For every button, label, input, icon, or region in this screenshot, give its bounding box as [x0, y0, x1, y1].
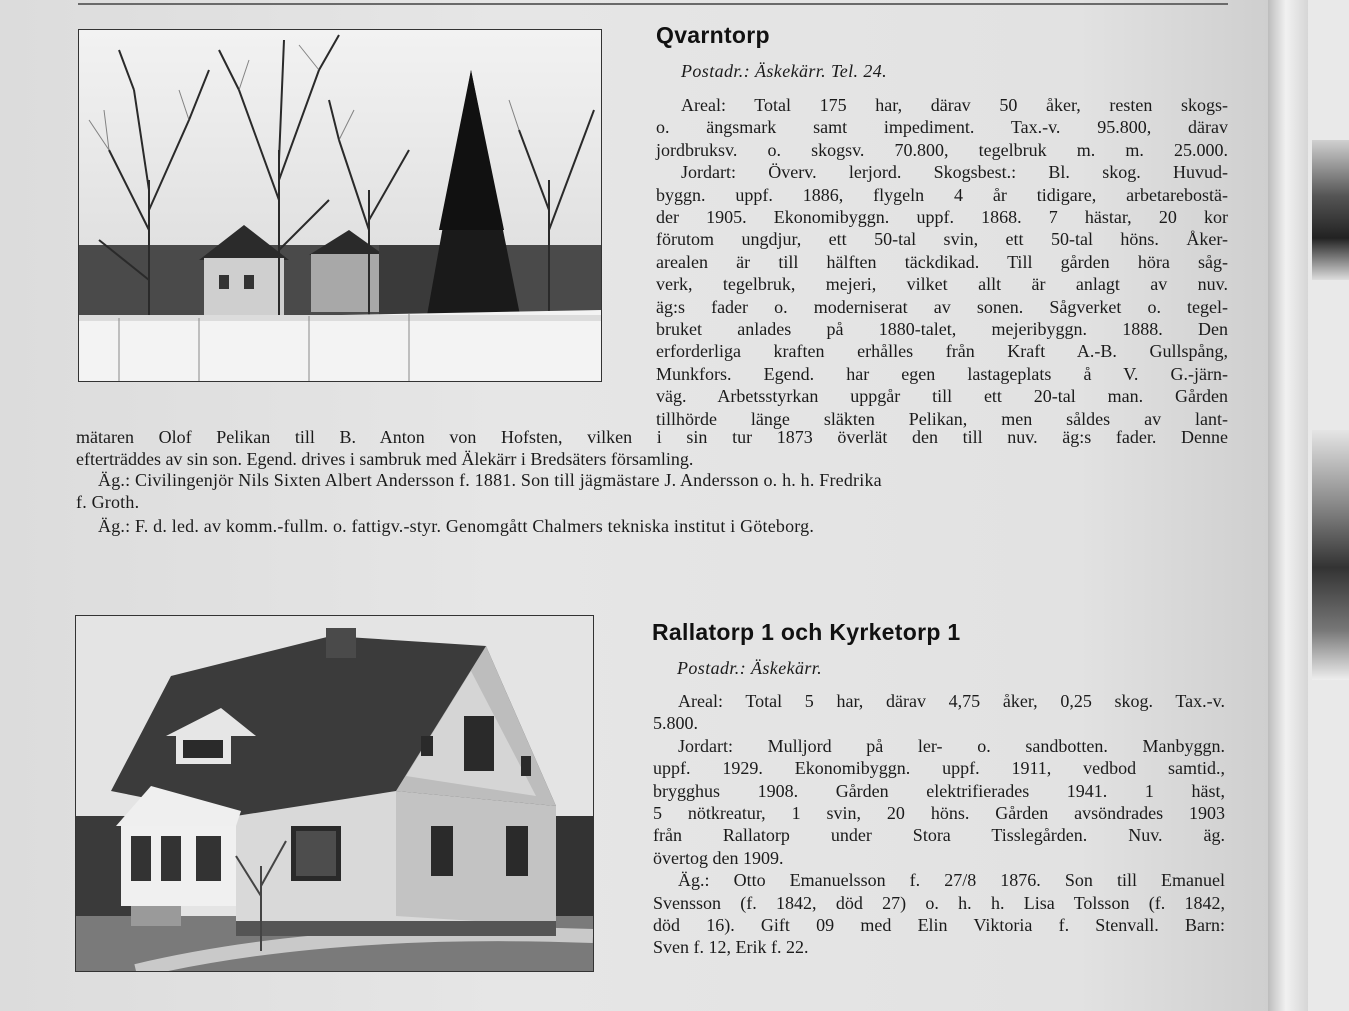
- paragraph-jordart: [656, 161, 1228, 430]
- book-gutter: [1268, 0, 1308, 1011]
- gambrel-house-photo-icon: [75, 615, 594, 972]
- text-line: Areal: Total 5 har, därav 4,75 åker, 0,25 skog. Tax.-v.: [678, 691, 1225, 711]
- text-line: o. ängsmark samt impediment. Tax.-v. 95.800, därav: [656, 117, 1228, 138]
- text-line: mätaren Olof Pelikan till B. Anton von Hofsten, vilken i sin tur 1873 överlät den till nuv. äg:s fader. Denne: [76, 427, 1228, 447]
- text-line: der 1905. Ekonomibyggn. uppf. 1868. 7 hästar, 20 kor: [656, 207, 1228, 228]
- owner-line: Äg.: Civilingenjör Nils Sixten Albert Andersson f. 1881. Son till jägmästare J. Andersson o. h. h. Fredrika: [98, 470, 882, 490]
- text-line: tillhörde länge släkten Pelikan, men såldes av lant-: [656, 408, 1228, 429]
- text-line: Munkfors. Egend. har egen lastageplats å V. G.-järn-: [656, 363, 1228, 384]
- text-line: Jordart: Mulljord på ler- o. sandbotten. Manbyggn.: [678, 735, 1225, 756]
- text-line: övertog den 1909.: [653, 847, 784, 868]
- text-line: brygghus 1908. Gården elektrifierades 1941. 1 häst,: [653, 780, 1225, 801]
- top-rule: [78, 3, 1228, 5]
- paragraph-jordart: [653, 735, 1225, 869]
- text-line: förutom ungdjur, ett 50-tal svin, ett 50-tal höns. Åker-: [656, 229, 1228, 250]
- text-line: död 16). Gift 09 med Elin Viktoria f. Stenvall. Barn:: [653, 915, 1225, 936]
- owner-line: f. Groth.: [76, 492, 140, 512]
- postal-address: Postadr.: Äskekärr. Tel. 24.: [681, 61, 888, 81]
- next-page-photo-icon: [1312, 430, 1349, 680]
- text-line: äg:s fader o. moderniserat av sonen. Sågverket o. tegel-: [656, 296, 1228, 317]
- text-line: Jordart: Överv. lerjord. Skogsbest.: Bl. skog. Huvud-: [681, 162, 1228, 183]
- paragraph-areal: [653, 690, 1225, 735]
- winter-farmhouse-photo-icon: [78, 29, 602, 382]
- entry-text-column: [656, 94, 1228, 430]
- text-line: från Rallatorp under Stora Tisslegården. Nuv. äg.: [653, 825, 1225, 846]
- entry-title: Rallatorp 1 och Kyrketorp 1: [652, 619, 961, 645]
- text-line: verk, tegelbruk, mejeri, vilket allt är anlagt av nuv.: [656, 274, 1228, 295]
- text-line: 5.800.: [653, 713, 698, 734]
- text-line: bruket anlades på 1880-talet, mejeribyggn. 1888. Den: [656, 319, 1228, 340]
- owner-line: Äg.: F. d. led. av komm.-fullm. o. fattigv.-styr. Genomgått Chalmers tekniska institut i Göteborg.: [98, 516, 815, 536]
- text-line: uppf. 1929. Ekonomibyggn. uppf. 1911, vedbod samtid.,: [653, 758, 1225, 779]
- text-line: arealen är till hälften täckdikad. Till gården höra såg-: [656, 251, 1228, 272]
- paragraph-areal: [656, 94, 1228, 161]
- next-page-photo-icon: [1312, 140, 1349, 280]
- text-line: 5 nötkreatur, 1 svin, 20 höns. Gården avsöndrades 1903: [653, 803, 1225, 824]
- text-line: Areal: Total 175 har, därav 50 åker, resten skogs-: [681, 95, 1228, 115]
- text-line: erforderliga kraften erhålles från Kraft A.-B. Gullspång,: [656, 341, 1228, 362]
- entry-text-wide: [76, 426, 1228, 471]
- text-line: Äg.: Otto Emanuelsson f. 27/8 1876. Son till Emanuel: [678, 870, 1225, 891]
- text-line: väg. Arbetsstyrkan uppgår till ett 20-tal man. Gården: [656, 386, 1228, 407]
- entry-text-column: [653, 690, 1225, 959]
- text-line: Sven f. 12, Erik f. 22.: [653, 937, 809, 958]
- text-line: Svensson (f. 1842, död 27) o. h. h. Lisa Tolsson (f. 1842,: [653, 892, 1225, 913]
- next-page-edge: [1308, 0, 1349, 1011]
- postal-address: Postadr.: Äskekärr.: [677, 658, 823, 678]
- paragraph-owner: [653, 869, 1225, 959]
- entry-title: Qvarntorp: [656, 22, 770, 48]
- text-line: jordbruksv. o. skogsv. 70.800, tegelbruk m. m. 25.000.: [656, 139, 1228, 160]
- text-line: byggn. uppf. 1886, flygeln 4 år tidigare, arbetarebostä-: [656, 184, 1228, 205]
- text-line: efterträddes av sin son. Egend. drives i sambruk med Älekärr i Bredsäters församling.: [76, 449, 694, 470]
